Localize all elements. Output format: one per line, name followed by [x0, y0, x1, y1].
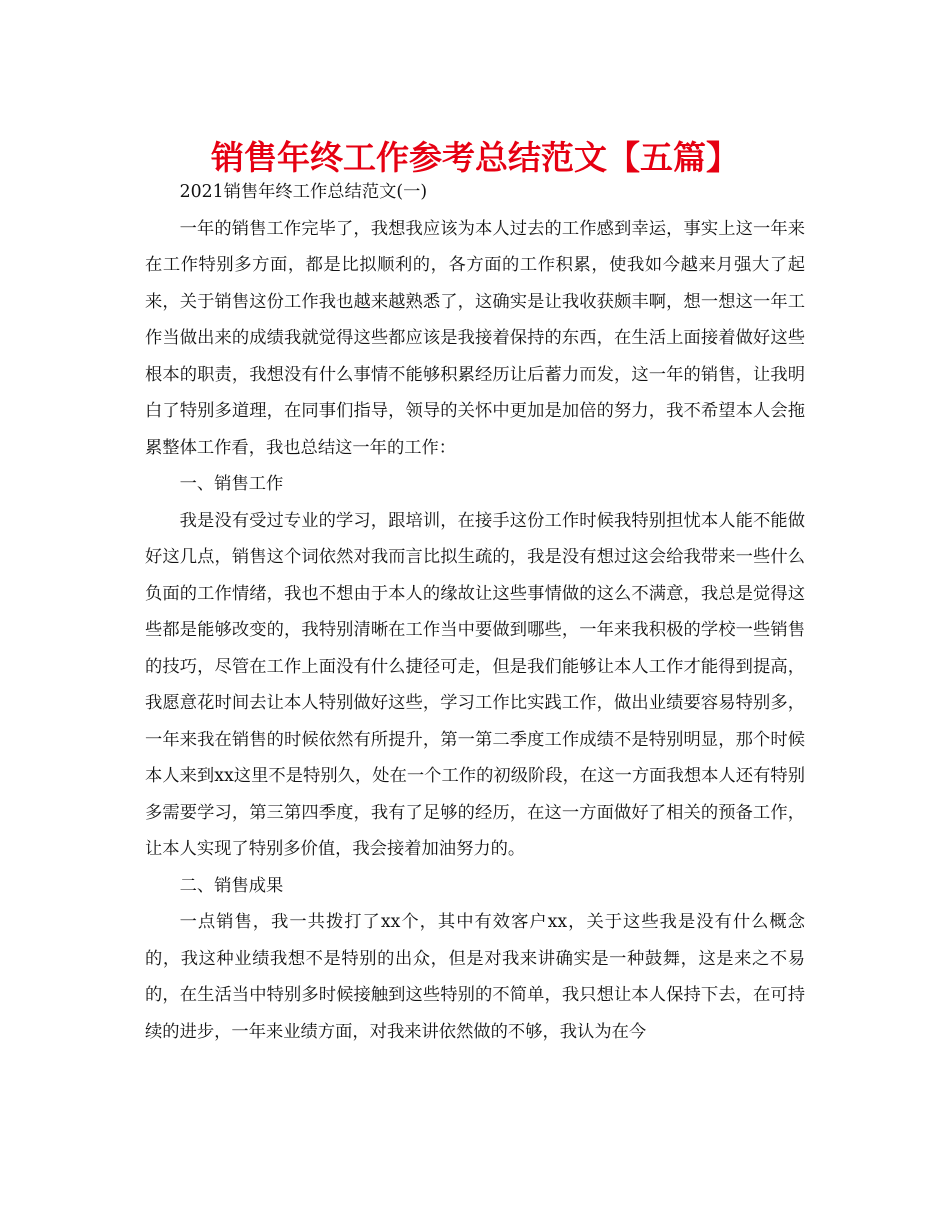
paragraph-sales-work: 我是没有受过专业的学习，跟培训，在接手这份工作时候我特别担忧本人能不能做好这几点，销售这个词依然对我而言比拟生疏的，我是没有想过这会给我带来一些什么负面的工作情绪，我也不想由于本人的缘故让这些事情做的这么不满意，我总是觉得这些都是能够改变的，我特别清晰在工作当中要做到哪些，一年来我积极的学校一些销售的技巧，尽管在工作上面没有什么捷径可走，但是我们能够让本人工作才能得到提高，我愿意花时间去让本人特别做好这些，学习工作比实践工作，做出业绩要容易特别多，一年来我在销售的时候依然有所提升，第一第二季度工作成绩不是特别明显，那个时候本人来到xx这里不是特别久，处在一个工作的初级阶段，在这一方面我想本人还有特别多需要学习，第三第四季度，我有了足够的经历，在这一方面做好了相关的预备工作，让本人实现了特别多价值，我会接着加油努力的。: [145, 510, 805, 859]
section-heading-sales-work: 一、销售工作: [179, 474, 284, 494]
section-subtitle: 2021销售年终工作总结范文(一): [179, 182, 428, 202]
document-body: [145, 174, 805, 1050]
paragraph-intro: 一年的销售工作完毕了，我想我应该为本人过去的工作感到幸运，事实上这一年来在工作特别多方面，都是比拟顺利的，各方面的工作积累，使我如今越来月强大了起来，关于销售这份工作我也越来越熟悉了，这确实是让我收获颇丰啊，想一想这一年工作当做出来的成绩我就觉得这些都应该是我接着保持的东西，在生活上面接着做好这些根本的职责，我想没有什么事情不能够积累经历让后蓄力而发，这一年的销售，让我明白了特别多道理，在同事们指导，领导的关怀中更加是加倍的努力，我不希望本人会拖累整体工作看，我也总结这一年的工作：: [145, 218, 805, 458]
paragraph-sales-results: 一点销售，我一共拨打了xx个，其中有效客户xx，关于这些我是没有什么概念的，我这种业绩我想不是特别的出众，但是对我来讲确实是一种鼓舞，这是来之不易的，在生活当中特别多时候接触到这些特别的不简单，我只想让本人保持下去，在可持续的进步，一年来业绩方面，对我来讲依然做的不够，我认为在今: [145, 912, 805, 1042]
section-heading-sales-results: 二、销售成果: [179, 875, 284, 896]
document-title: 销售年终工作参考总结范文【五篇】: [211, 138, 739, 177]
